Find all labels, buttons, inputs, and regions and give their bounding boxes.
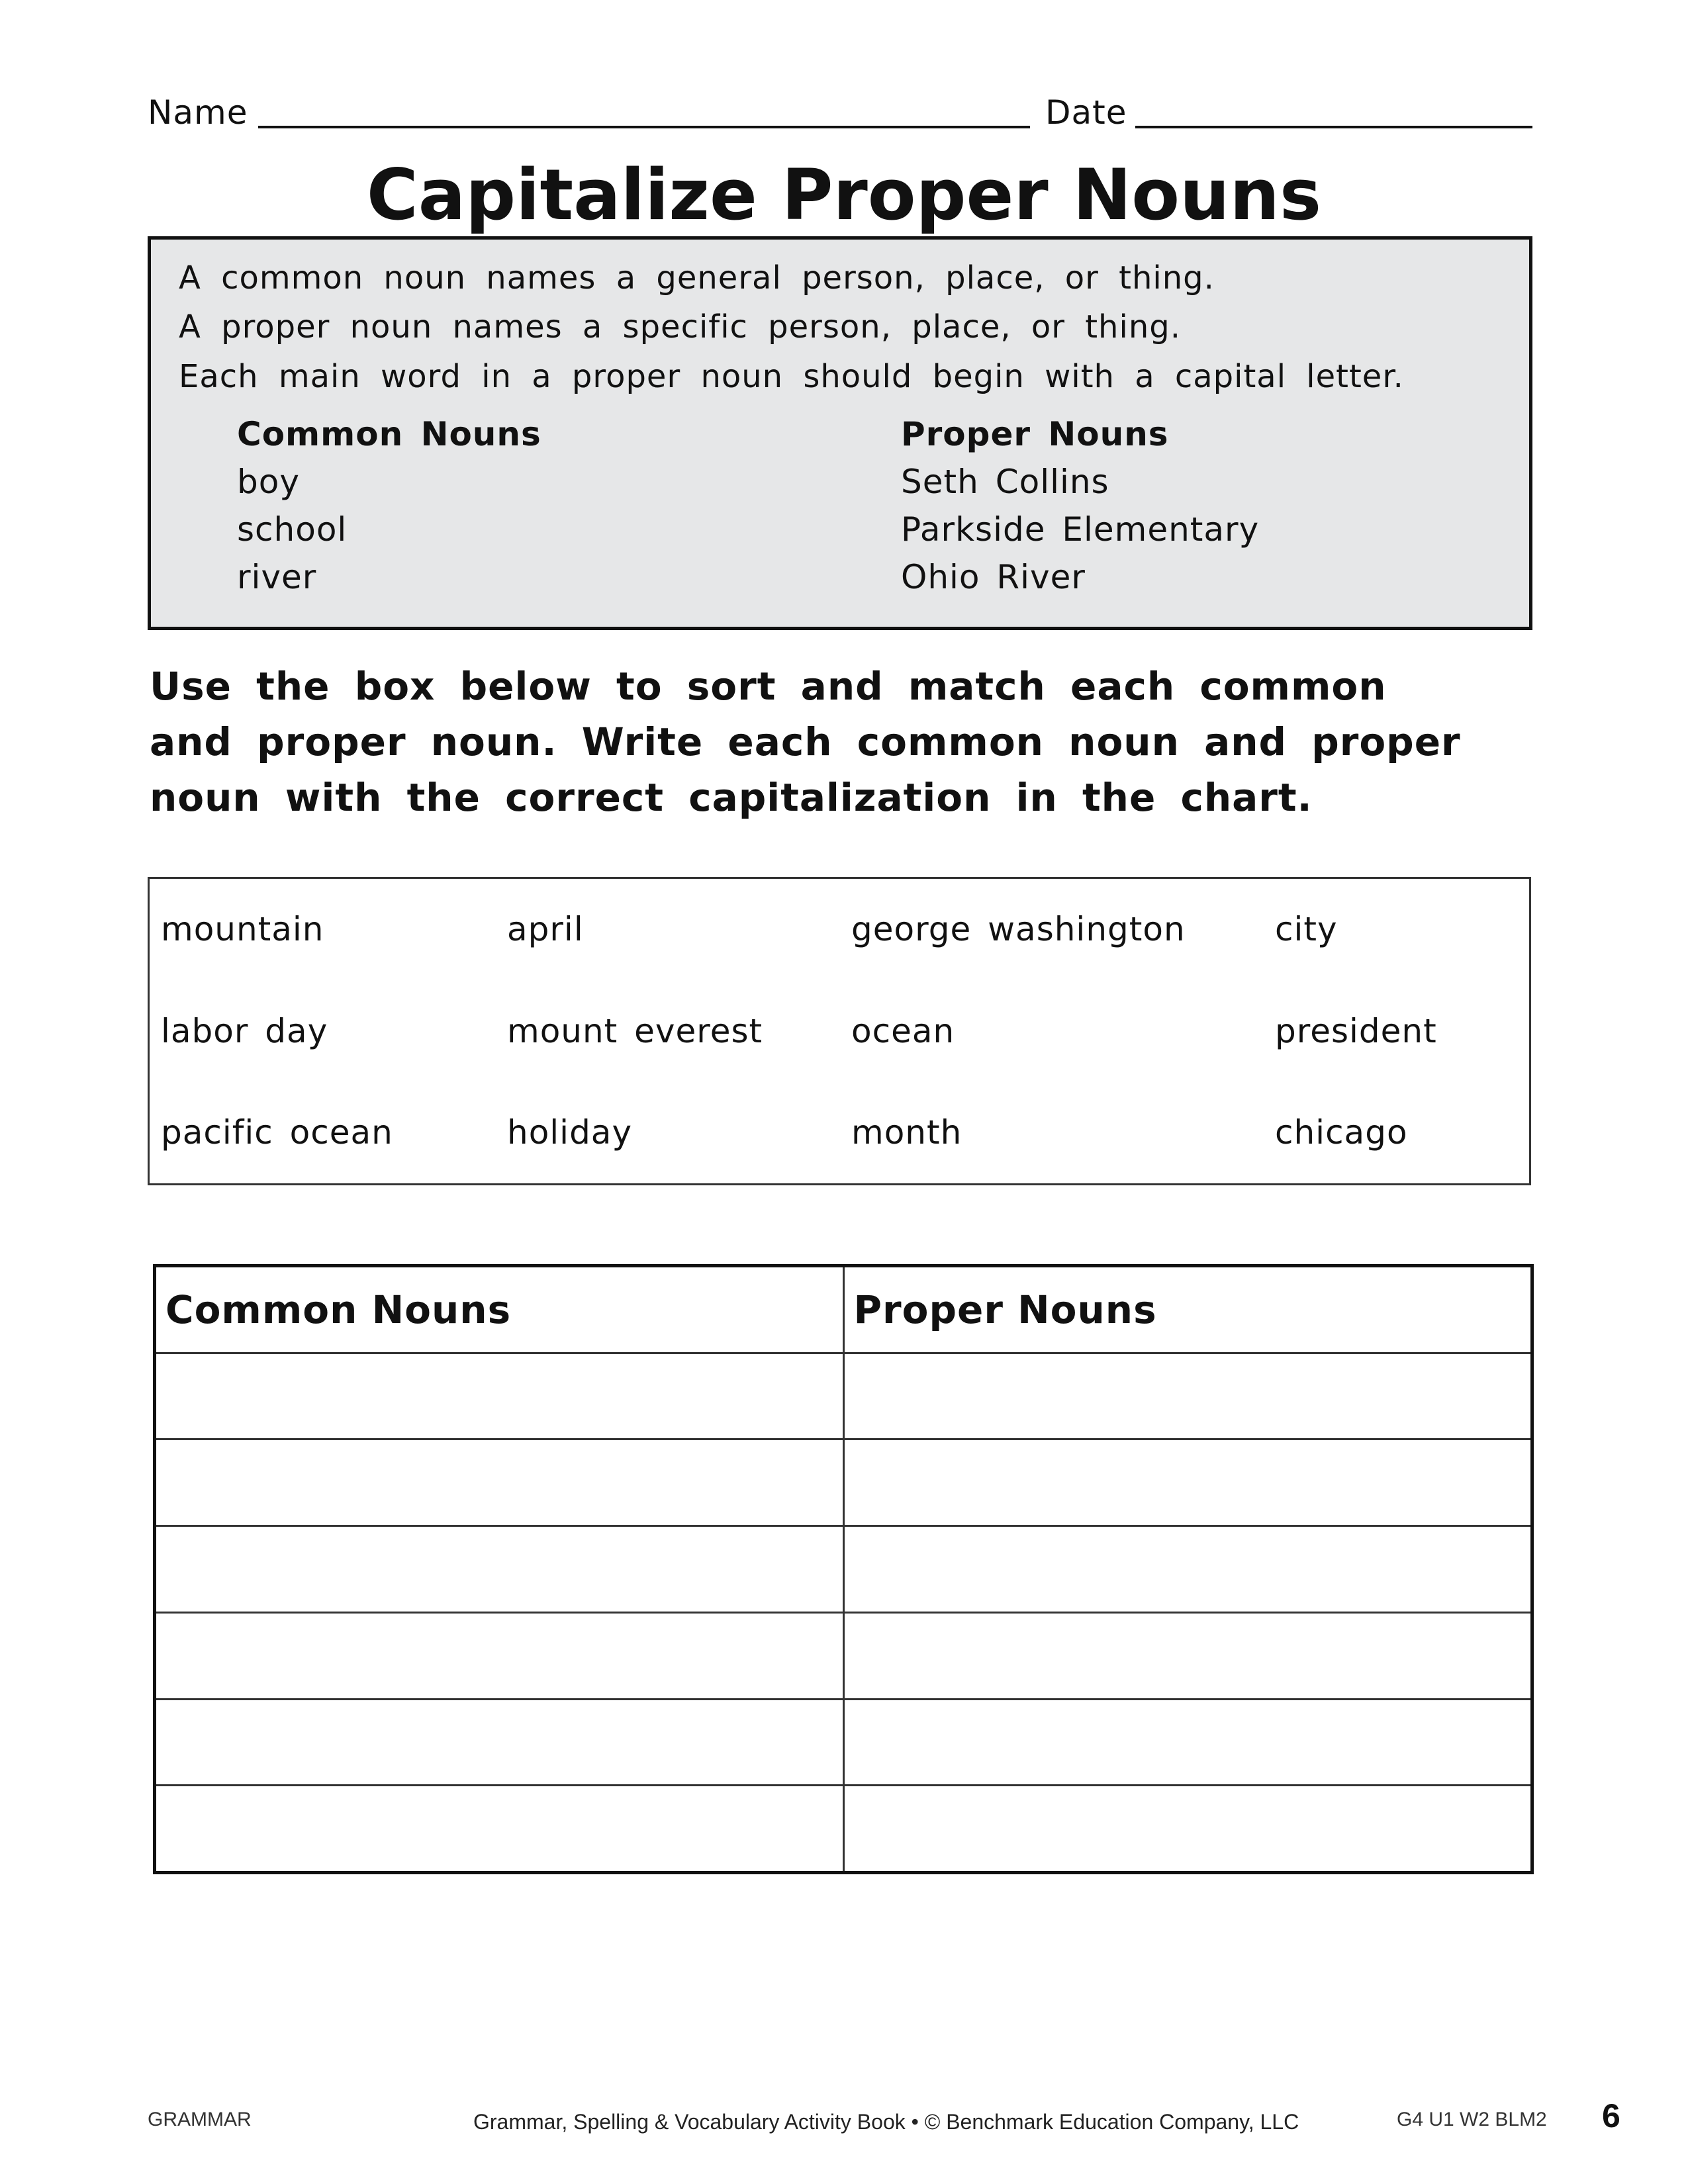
- common-noun-answer-cell[interactable]: [156, 1526, 843, 1613]
- date-label: Date: [1045, 93, 1127, 132]
- word-bank-word: holiday: [507, 1113, 633, 1152]
- name-field[interactable]: [258, 126, 1030, 128]
- proper-examples-column: [901, 410, 1259, 601]
- table-row: [156, 1612, 1530, 1699]
- proper-examples-header: Proper Nouns: [901, 415, 1169, 453]
- table-row: [156, 1699, 1530, 1786]
- proper-noun-answer-cell[interactable]: [843, 1786, 1530, 1871]
- common-examples-column: [237, 410, 541, 601]
- table-row: [156, 1353, 1530, 1439]
- proper-noun-answer-cell[interactable]: [843, 1439, 1530, 1526]
- footer-book-credit: Grammar, Spelling & Vocabulary Activity Book • © Benchmark Education Company, LLC: [473, 2110, 1299, 2134]
- answer-chart: [153, 1264, 1534, 1874]
- common-examples-header: Common Nouns: [237, 415, 541, 453]
- common-noun-answer-cell[interactable]: [156, 1439, 843, 1526]
- date-field[interactable]: [1135, 126, 1532, 128]
- word-bank-word: ocean: [851, 1012, 955, 1050]
- proper-example: Ohio River: [901, 558, 1086, 596]
- common-noun-answer-cell[interactable]: [156, 1786, 843, 1871]
- proper-noun-answer-cell[interactable]: [843, 1353, 1530, 1439]
- common-example: boy: [237, 463, 300, 501]
- instructions: Use the box below to sort and match each common and proper noun. Write each common noun and proper noun with the correct capitalization in the chart.: [150, 664, 1461, 820]
- common-noun-answer-cell[interactable]: [156, 1612, 843, 1699]
- proper-noun-answer-cell[interactable]: [843, 1699, 1530, 1786]
- word-bank: [148, 877, 1531, 1185]
- proper-noun-answer-cell[interactable]: [843, 1612, 1530, 1699]
- word-bank-word: month: [851, 1113, 962, 1152]
- chart-header-common: Common Nouns: [156, 1267, 843, 1353]
- word-bank-word: president: [1275, 1012, 1437, 1050]
- chart-header-proper: Proper Nouns: [843, 1267, 1530, 1353]
- word-bank-word: chicago: [1275, 1113, 1408, 1152]
- word-bank-word: labor day: [161, 1012, 328, 1050]
- footer-section: GRAMMAR: [148, 2109, 252, 2130]
- proper-example: Parkside Elementary: [901, 510, 1260, 549]
- word-bank-word: george washington: [851, 910, 1186, 948]
- table-row: [156, 1526, 1530, 1613]
- word-bank-word: mountain: [161, 910, 324, 948]
- page-title: Capitalize Proper Nouns: [366, 154, 1322, 236]
- proper-example: Seth Collins: [901, 463, 1109, 501]
- rule-line-capital: Each main word in a proper noun should begin with a capital letter.: [179, 358, 1404, 395]
- name-label: Name: [148, 93, 248, 132]
- rule-line-proper: A proper noun names a specific person, place, or thing.: [179, 308, 1181, 345]
- footer-code: G4 U1 W2 BLM2: [1397, 2109, 1547, 2130]
- proper-noun-answer-cell[interactable]: [843, 1526, 1530, 1613]
- word-bank-word: pacific ocean: [161, 1113, 393, 1152]
- page-number: 6: [1602, 2097, 1620, 2134]
- common-noun-answer-cell[interactable]: [156, 1353, 843, 1439]
- word-bank-word: mount everest: [507, 1012, 763, 1050]
- common-example: river: [237, 558, 317, 596]
- rule-line-common: A common noun names a general person, place, or thing.: [179, 259, 1215, 296]
- word-bank-word: city: [1275, 910, 1338, 948]
- table-row: [156, 1786, 1530, 1871]
- word-bank-word: april: [507, 910, 584, 948]
- table-row: [156, 1439, 1530, 1526]
- common-example: school: [237, 510, 348, 549]
- rule-box: [148, 236, 1532, 630]
- common-noun-answer-cell[interactable]: [156, 1699, 843, 1786]
